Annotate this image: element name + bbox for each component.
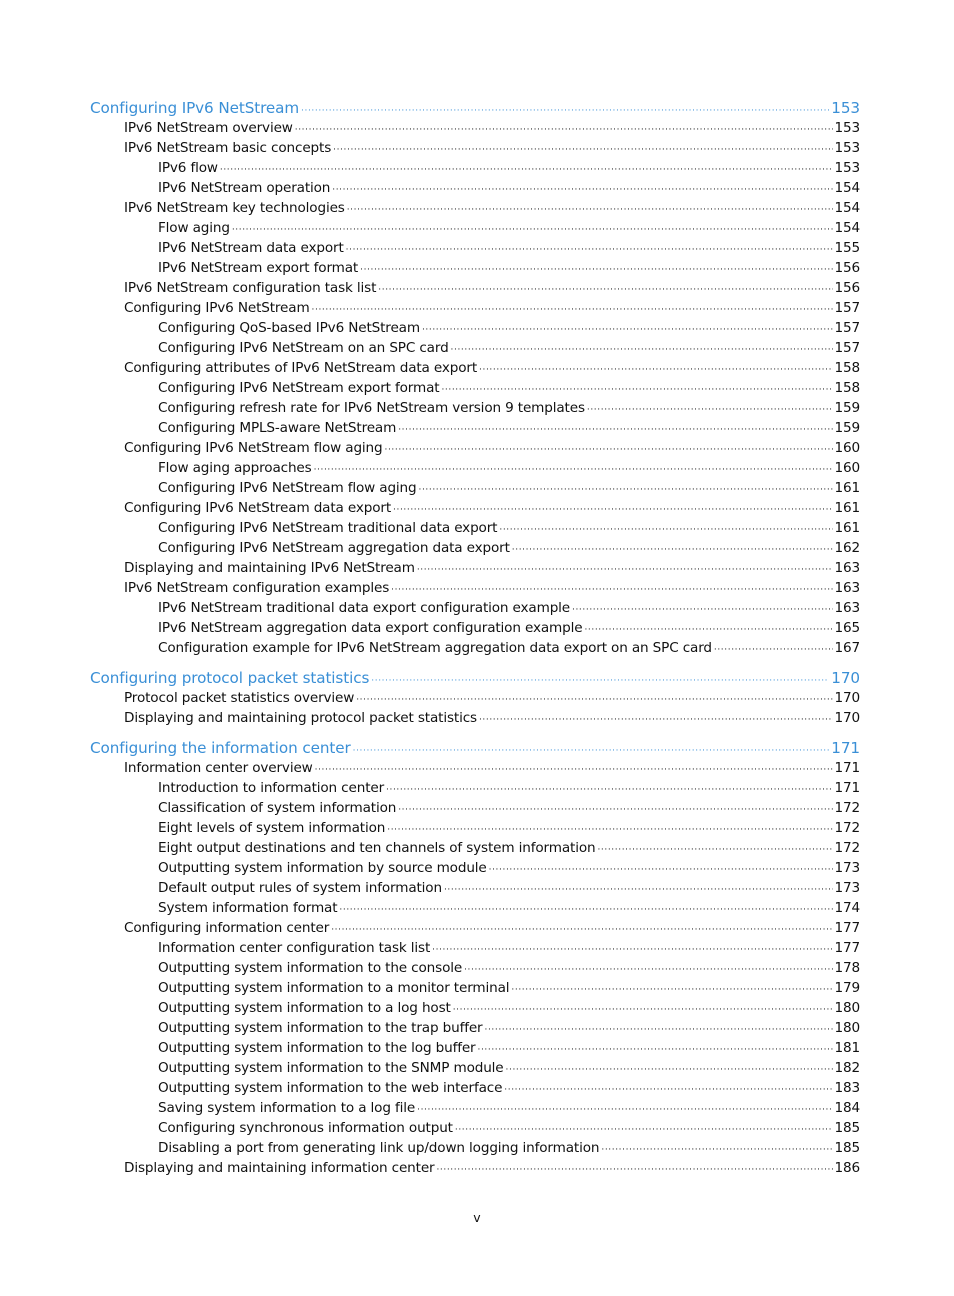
toc-entry[interactable]	[90, 1000, 860, 1020]
toc-entry-title: IPv6 NetStream operation	[158, 180, 331, 196]
toc-entry-page: 178	[834, 960, 860, 976]
toc-entry-page: 186	[834, 1160, 860, 1176]
toc-entry[interactable]	[90, 420, 860, 440]
toc-entry[interactable]	[90, 300, 860, 320]
toc-dot-leader	[419, 480, 833, 496]
toc-dot-leader	[444, 880, 833, 896]
toc-entry-page: 159	[834, 420, 860, 436]
toc-entry-page: 172	[834, 800, 860, 816]
toc-entry-title: IPv6 NetStream key technologies	[124, 200, 345, 216]
toc-entry-title: Configuring attributes of IPv6 NetStream data export	[124, 360, 478, 376]
toc-entry-title: Configuring QoS-based IPv6 NetStream	[158, 320, 420, 336]
toc-chapter-entry[interactable]	[90, 739, 860, 760]
toc-entry[interactable]	[90, 840, 860, 860]
toc-entry-page: 159	[834, 400, 860, 416]
toc-entry-title: Configuring IPv6 NetStream traditional data export	[158, 520, 498, 536]
toc-entry[interactable]	[90, 1060, 860, 1080]
toc-entry[interactable]	[90, 1020, 860, 1040]
toc-chapter-entry[interactable]	[90, 99, 860, 120]
toc-chapter-entry[interactable]	[90, 669, 860, 690]
toc-entry[interactable]	[90, 760, 860, 780]
toc-entry[interactable]	[90, 900, 860, 920]
toc-entry[interactable]	[90, 860, 860, 880]
toc-entry[interactable]	[90, 480, 860, 500]
toc-entry-page: 173	[834, 880, 860, 896]
toc-entry-title: IPv6 NetStream traditional data export configuration example	[158, 600, 571, 616]
toc-entry-title: Configuring the information center	[90, 739, 351, 757]
toc-entry[interactable]	[90, 280, 860, 300]
toc-entry[interactable]	[90, 1120, 860, 1140]
toc-entry[interactable]	[90, 600, 860, 620]
toc-entry-title: Outputting system information to a log host	[158, 1000, 451, 1016]
toc-entry-page: 183	[834, 1080, 860, 1096]
toc-entry[interactable]	[90, 340, 860, 360]
toc-entry-title: Saving system information to a log file	[158, 1100, 416, 1116]
toc-entry-title: IPv6 NetStream aggregation data export configuration example	[158, 620, 583, 636]
toc-entry-title: Outputting system information to the web interface	[158, 1080, 503, 1096]
toc-entry[interactable]	[90, 1160, 860, 1180]
toc-entry[interactable]	[90, 260, 860, 280]
toc-dot-leader	[378, 280, 832, 296]
toc-entry[interactable]	[90, 180, 860, 200]
toc-dot-leader	[220, 160, 833, 176]
toc-entry-title: Configuring IPv6 NetStream	[124, 300, 310, 316]
toc-entry-page: 162	[834, 540, 860, 556]
toc-entry-title: IPv6 NetStream data export	[158, 240, 344, 256]
toc-dot-leader	[301, 99, 829, 117]
toc-entry[interactable]	[90, 880, 860, 900]
toc-entry[interactable]	[90, 1040, 860, 1060]
toc-dot-leader	[346, 240, 833, 256]
toc-dot-leader	[506, 1060, 833, 1076]
toc-dot-leader	[464, 960, 832, 976]
toc-entry-title: Outputting system information to the trap buffer	[158, 1020, 483, 1036]
toc-entry-page: 160	[834, 460, 860, 476]
toc-entry-page: 161	[834, 520, 860, 536]
toc-entry[interactable]	[90, 520, 860, 540]
toc-dot-leader	[453, 1000, 833, 1016]
toc-entry[interactable]	[90, 160, 860, 180]
toc-entry[interactable]	[90, 1100, 860, 1120]
toc-entry-page: 177	[834, 920, 860, 936]
toc-entry-page: 165	[834, 620, 860, 636]
toc-entry[interactable]	[90, 690, 860, 710]
toc-entry-page: 157	[834, 300, 860, 316]
toc-entry[interactable]	[90, 1140, 860, 1160]
toc-entry-page: 153	[834, 120, 860, 136]
toc-entry-page: 180	[834, 1000, 860, 1016]
toc-dot-leader	[387, 820, 832, 836]
toc-entry-page: 153	[831, 99, 860, 117]
toc-entry-title: Flow aging approaches	[158, 460, 312, 476]
toc-entry-title: Outputting system information to the SNMP module	[158, 1060, 504, 1076]
toc-entry[interactable]	[90, 240, 860, 260]
toc-entry[interactable]	[90, 920, 860, 940]
toc-entry-page: 157	[834, 320, 860, 336]
toc-entry[interactable]	[90, 960, 860, 980]
toc-entry[interactable]	[90, 440, 860, 460]
toc-dot-leader	[315, 760, 833, 776]
toc-dot-leader	[436, 1160, 832, 1176]
toc-entry[interactable]	[90, 540, 860, 560]
toc-dot-leader	[295, 120, 833, 136]
toc-entry-title: Configuration example for IPv6 NetStream aggregation data export on an SPC card	[158, 640, 712, 656]
toc-dot-leader	[511, 980, 832, 996]
toc-entry[interactable]	[90, 1080, 860, 1100]
toc-dot-leader	[356, 690, 832, 706]
toc-dot-leader	[398, 800, 832, 816]
toc-entry-page: 185	[834, 1120, 860, 1136]
toc-entry-page: 157	[834, 340, 860, 356]
toc-entry-title: Outputting system information to a monitor terminal	[158, 980, 510, 996]
toc-entry-title: Configuring IPv6 NetStream flow aging	[124, 440, 383, 456]
toc-entry[interactable]	[90, 200, 860, 220]
toc-entry-title: Configuring MPLS-aware NetStream	[158, 420, 397, 436]
toc-dot-leader	[398, 420, 832, 436]
toc-entry-page: 156	[834, 280, 860, 296]
toc-entry-title: Configuring IPv6 NetStream export format	[158, 380, 440, 396]
toc-dot-leader	[393, 500, 832, 516]
toc-dot-leader	[417, 1100, 832, 1116]
toc-dot-leader	[314, 460, 833, 476]
toc-entry-title: Configuring IPv6 NetStream data export	[124, 500, 392, 516]
toc-entry[interactable]	[90, 320, 860, 340]
toc-entry[interactable]	[90, 140, 860, 160]
toc-entry-page: 160	[834, 440, 860, 456]
toc-dot-leader	[432, 940, 832, 956]
toc-entry-title: IPv6 flow	[158, 160, 218, 176]
toc-entry-title: Displaying and maintaining IPv6 NetStream	[124, 560, 415, 576]
toc-entry[interactable]	[90, 780, 860, 800]
toc-dot-leader	[451, 340, 833, 356]
toc-entry[interactable]	[90, 980, 860, 1000]
toc-dot-leader	[371, 669, 829, 687]
toc-entry-page: 172	[834, 820, 860, 836]
toc-dot-leader	[478, 1040, 833, 1056]
toc-entry-page: 167	[834, 640, 860, 656]
toc-entry-title: Protocol packet statistics overview	[124, 690, 355, 706]
toc-entry[interactable]	[90, 360, 860, 380]
toc-entry-title: Configuring IPv6 NetStream flow aging	[158, 480, 417, 496]
toc-entry[interactable]	[90, 940, 860, 960]
toc-entry-title: Outputting system information by source module	[158, 860, 487, 876]
toc-entry-title: Default output rules of system information	[158, 880, 442, 896]
toc-entry-title: Displaying and maintaining information center	[124, 1160, 435, 1176]
toc-entry[interactable]	[90, 560, 860, 580]
toc-entry-page: 154	[834, 180, 860, 196]
toc-dot-leader	[339, 900, 832, 916]
toc-dot-leader	[353, 739, 830, 757]
toc-dot-leader	[391, 580, 832, 596]
toc-entry[interactable]	[90, 220, 860, 240]
toc-entry-page: 174	[834, 900, 860, 916]
toc-dot-leader	[347, 200, 833, 216]
toc-dot-leader	[422, 320, 833, 336]
toc-entry-page: 172	[834, 840, 860, 856]
toc-entry-title: IPv6 NetStream basic concepts	[124, 140, 332, 156]
toc-dot-leader	[485, 1020, 833, 1036]
toc-dot-leader	[714, 640, 833, 656]
toc-entry-page: 154	[834, 200, 860, 216]
toc-entry-title: Displaying and maintaining protocol packet statistics	[124, 710, 477, 726]
toc-entry-page: 181	[834, 1040, 860, 1056]
toc-entry-page: 161	[834, 500, 860, 516]
toc-entry[interactable]	[90, 800, 860, 820]
toc-entry-title: IPv6 NetStream configuration examples	[124, 580, 390, 596]
toc-entry-page: 171	[834, 780, 860, 796]
page-number: v	[473, 1210, 481, 1225]
toc-dot-leader	[572, 600, 832, 616]
toc-entry-page: 156	[834, 260, 860, 276]
toc-entry-title: Information center configuration task list	[158, 940, 431, 956]
toc-dot-leader	[385, 440, 833, 456]
toc-dot-leader	[333, 140, 832, 156]
toc-entry-page: 153	[834, 140, 860, 156]
toc-entry-page: 185	[834, 1140, 860, 1156]
toc-entry-title: Configuring IPv6 NetStream	[90, 99, 300, 117]
toc-dot-leader	[601, 1140, 832, 1156]
toc-dot-leader	[512, 540, 833, 556]
toc-entry-title: Configuring refresh rate for IPv6 NetStream version 9 templates	[158, 400, 585, 416]
toc-entry-title: Configuring IPv6 NetStream on an SPC card	[158, 340, 449, 356]
toc-entry-page: 154	[834, 220, 860, 236]
toc-entry-page: 163	[834, 600, 860, 616]
toc-entry-title: Configuring protocol packet statistics	[90, 669, 370, 687]
toc-dot-leader	[587, 400, 833, 416]
toc-entry[interactable]	[90, 580, 860, 600]
toc-dot-leader	[386, 780, 832, 796]
toc-entry-title: IPv6 NetStream configuration task list	[124, 280, 377, 296]
toc-entry-page: 182	[834, 1060, 860, 1076]
toc-entry-page: 171	[834, 760, 860, 776]
toc-dot-leader	[455, 1120, 833, 1136]
toc-entry-page: 158	[834, 380, 860, 396]
toc-dot-leader	[584, 620, 832, 636]
toc-dot-leader	[312, 300, 833, 316]
toc-dot-leader	[504, 1080, 832, 1096]
toc-entry-title: Configuring information center	[124, 920, 330, 936]
toc-entry-title: Information center overview	[124, 760, 313, 776]
toc-entry[interactable]	[90, 820, 860, 840]
toc-entry-page: 155	[834, 240, 860, 256]
toc-entry-title: IPv6 NetStream overview	[124, 120, 293, 136]
toc-entry-page: 179	[834, 980, 860, 996]
toc-entry-title: Introduction to information center	[158, 780, 385, 796]
toc-dot-leader	[479, 360, 832, 376]
toc-entry-title: Outputting system information to the console	[158, 960, 463, 976]
toc-dot-leader	[479, 710, 833, 726]
toc-entry[interactable]	[90, 120, 860, 140]
toc-dot-leader	[332, 180, 832, 196]
toc-dot-leader	[360, 260, 832, 276]
toc-dot-leader	[597, 840, 832, 856]
toc-entry-title: IPv6 NetStream export format	[158, 260, 359, 276]
toc-entry-page: 173	[834, 860, 860, 876]
toc-entry-title: System information format	[158, 900, 338, 916]
toc-entry[interactable]	[90, 500, 860, 520]
toc-entry-page: 170	[834, 690, 860, 706]
toc-dot-leader	[331, 920, 832, 936]
toc-entry[interactable]	[90, 460, 860, 480]
toc-entry-page: 180	[834, 1020, 860, 1036]
toc-entry-title: Flow aging	[158, 220, 230, 236]
toc-entry-page: 163	[834, 560, 860, 576]
toc-dot-leader	[499, 520, 832, 536]
toc-entry-title: Eight levels of system information	[158, 820, 386, 836]
toc-entry-page: 177	[834, 940, 860, 956]
toc-dot-leader	[441, 380, 832, 396]
toc-dot-leader	[489, 860, 833, 876]
toc-entry-title: Classification of system information	[158, 800, 397, 816]
toc-entry-page: 184	[834, 1100, 860, 1116]
toc-entry[interactable]	[90, 400, 860, 420]
toc-entry-page: 171	[831, 739, 860, 757]
toc-entry[interactable]	[90, 640, 860, 660]
toc-entry-page: 163	[834, 580, 860, 596]
toc-entry-title: Configuring synchronous information output	[158, 1120, 453, 1136]
table-of-contents	[90, 99, 860, 1180]
toc-entry-title: Disabling a port from generating link up/down logging information	[158, 1140, 600, 1156]
toc-dot-leader	[232, 220, 833, 236]
toc-entry-title: Configuring IPv6 NetStream aggregation data export	[158, 540, 510, 556]
toc-entry-page: 153	[834, 160, 860, 176]
toc-entry[interactable]	[90, 380, 860, 400]
toc-entry-page: 161	[834, 480, 860, 496]
toc-entry-page: 158	[834, 360, 860, 376]
toc-entry-page: 170	[834, 710, 860, 726]
toc-dot-leader	[417, 560, 833, 576]
toc-entry-page: 170	[831, 669, 860, 687]
toc-entry[interactable]	[90, 620, 860, 640]
toc-entry-title: Outputting system information to the log buffer	[158, 1040, 476, 1056]
toc-entry-title: Eight output destinations and ten channels of system information	[158, 840, 596, 856]
toc-entry[interactable]	[90, 710, 860, 730]
